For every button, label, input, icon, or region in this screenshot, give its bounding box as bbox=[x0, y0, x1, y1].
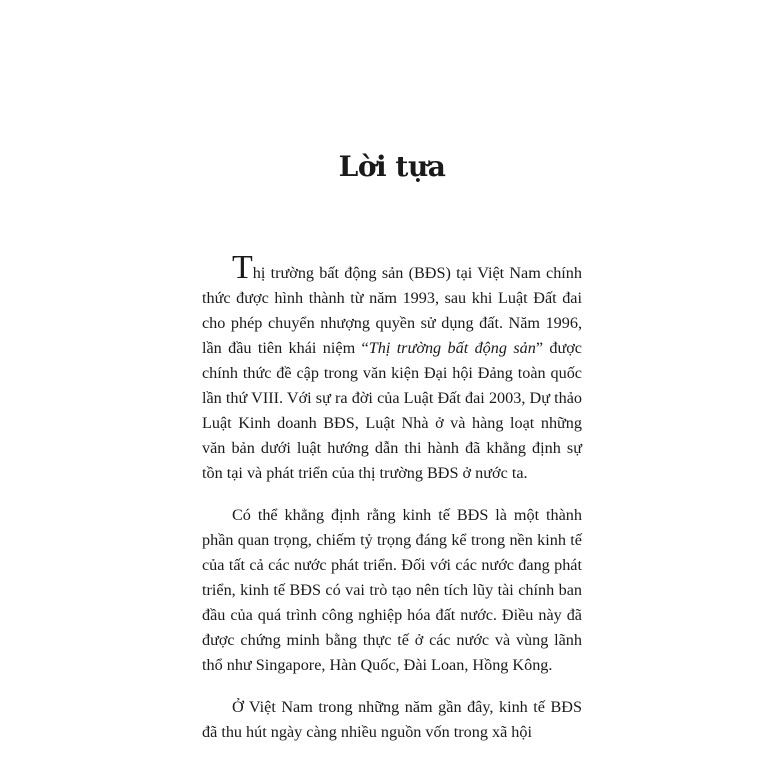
paragraph-1-text: hị trường bất động sản (BĐS) tại Việt Nam chính thức được hình thành từ năm 1993, sau khi Luật Đất đai cho phép chuyển nhượng quyền sử dụng đất. Năm 1996, lần đầu tiên khái niệm “ bbox=[202, 264, 582, 357]
body-text bbox=[202, 249, 582, 745]
paragraph-1-emphasis: Thị trường bất động sản bbox=[368, 339, 536, 357]
paragraph-1-text-after: ” được chính thức đề cập trong văn kiện Đại hội Đảng toàn quốc lần thứ VIII. Với sự ra đời của Luật Đất đai 2003, Dự thảo Luật Kinh doanh BĐS, Luật Nhà ở và hàng loạt những văn bản dưới luật hướng dẫn thi hành đã khẳng định sự tồn tại và phát triển của thị trường BĐS ở nước ta. bbox=[202, 339, 582, 482]
paragraph-1 bbox=[202, 249, 582, 486]
paragraph-2: Có thể khẳng định rằng kinh tế BĐS là một thành phần quan trọng, chiếm tỷ trọng đáng kể trong nền kinh tế của tất cả các nước phát triển. Đối với các nước đang phát triển, kinh tế BĐS có vai trò tạo nên tích lũy tài chính ban đầu của quá trình công nghiệp hóa đất nước. Điều này đã được chứng minh bằng thực tế ở các nước và vùng lãnh thổ như Singapore, Hàn Quốc, Đài Loan, Hồng Kông. bbox=[202, 506, 582, 674]
chapter-title: Lời tựa bbox=[338, 150, 446, 183]
drop-letter: T bbox=[232, 249, 253, 286]
paragraph-3: Ở Việt Nam trong những năm gần đây, kinh tế BĐS đã thu hút ngày càng nhiều nguồn vốn trong xã hội bbox=[202, 698, 582, 741]
